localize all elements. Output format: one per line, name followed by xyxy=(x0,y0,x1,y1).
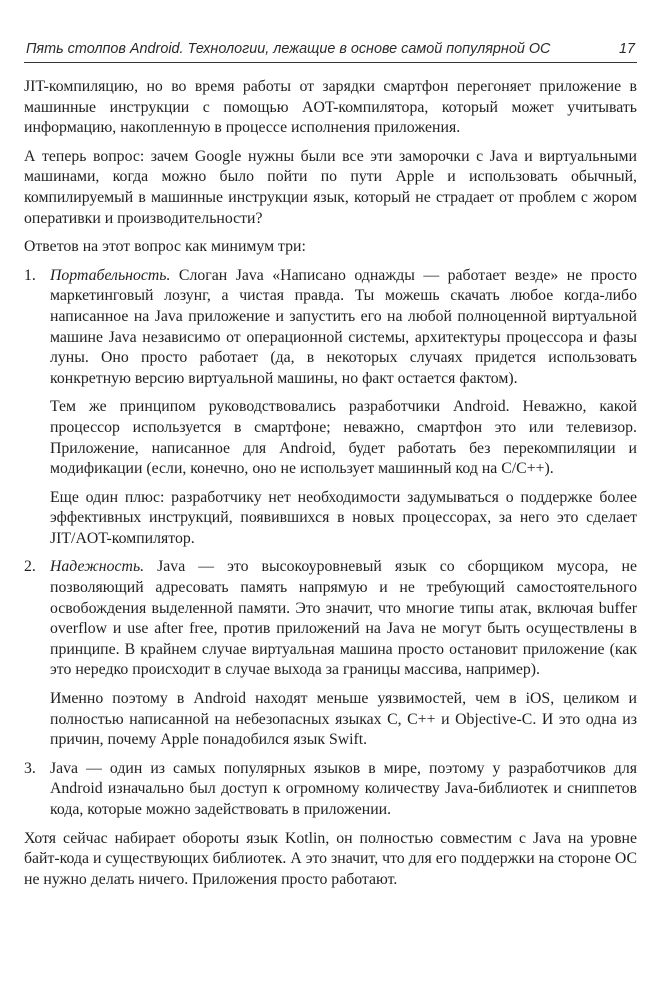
list-item-popularity xyxy=(24,759,637,821)
running-header-title: Пять столпов Android. Технологии, лежащие в основе самой популярной ОС xyxy=(26,41,551,57)
list-item-portability xyxy=(24,266,637,550)
paragraph-jit-aot: JIT-компиляцию, но во время работы от зарядки смартфон перегоняет приложение в машинные инструкции с помощью AOT-компилятора, который может учитывать информацию, накопленную в процессе исполнения приложения. xyxy=(24,78,637,137)
page-number: 17 xyxy=(618,41,635,57)
list-item-paragraph xyxy=(50,557,637,681)
list-item-text: Java — это высокоуровневый язык со сборщиком мусора, не позволяющий адресовать память напрямую и не требующий самостоятельного освобождения выделенной памяти. Это значит, что многие типы атак, включая buffer overflow и use after free, против приложений на Java не могут быть осуществлены в принципе. В крайнем случае виртуальная машина просто остановит приложение (как это нередко происходит в случае выхода за границы массива, например). xyxy=(50,558,637,679)
list-item-paragraph: Именно поэтому в Android находят меньше уязвимостей, чем в iOS, целиком и полностью написанной на небезопасных языках C, C++ и Objective-C. И это одна из причин, почему Apple понадобился язык Swift. xyxy=(50,690,637,749)
paragraph-kotlin: Хотя сейчас набирает обороты язык Kotlin, он полностью совместим с Java на уровне байт-кода и существующих библиотек. А это значит, что для его поддержки на стороне ОС не нужно делать ничего. Приложения просто работают. xyxy=(24,829,637,888)
running-header xyxy=(24,40,637,63)
list-item-number: 1. xyxy=(24,266,36,284)
reasons-list xyxy=(24,266,637,821)
term-portability: Портабельность. xyxy=(50,266,171,284)
list-item-paragraph: Еще один плюс: разработчику нет необходимости задумываться о поддержке более эффективных инструкций, появившихся в новых процессорах, за него это сделает JIT/AOT-компилятор. xyxy=(50,488,637,547)
paragraph-answers-intro: Ответов на этот вопрос как минимум три: xyxy=(24,238,306,256)
list-item-text: Слоган Java «Написано однажды — работает везде» не просто маркетинговый лозунг, а чистая правда. Ты можешь скачать любое когда-либо написанное на Java приложение и запустить его на любой полноценной виртуальной машине Java независимо от операционной системы, архитектуры процессора и фазы луны. Оно просто работает (да, в некоторых случаях придется использовать конкретную версию виртуальной машины, но факт остается фактом). xyxy=(50,266,637,387)
list-item-number: 3. xyxy=(24,759,36,777)
list-item-paragraph: Java — один из самых популярных языков в мире, поэтому у разработчиков для Android изначально был доступ к огромному количеству Java-библиотек и сниппетов кода, которые можно задействовать в приложении. xyxy=(50,759,637,818)
list-item-paragraph: Тем же принципом руководствовались разработчики Android. Неважно, какой процессор используется в смартфоне; неважно, смартфон это или телевизор. Приложение, написанное для Android, будет работать без перекомпиляции и модификации (если, конечно, оно не использует машинный код на C/C++). xyxy=(50,398,637,478)
term-reliability: Надежность. xyxy=(50,558,145,576)
list-item-number: 2. xyxy=(24,558,36,576)
list-item-reliability xyxy=(24,557,637,750)
paragraph-question: А теперь вопрос: зачем Google нужны были все эти заморочки с Java и виртуальными машинами, когда можно было пойти по пути Apple и использовать обычный, компилируемый в машинные инструкции язык, который не страдает от проблем с жором оперативки и производительности? xyxy=(24,147,637,227)
list-item-paragraph xyxy=(50,266,637,390)
page-body xyxy=(24,77,637,898)
